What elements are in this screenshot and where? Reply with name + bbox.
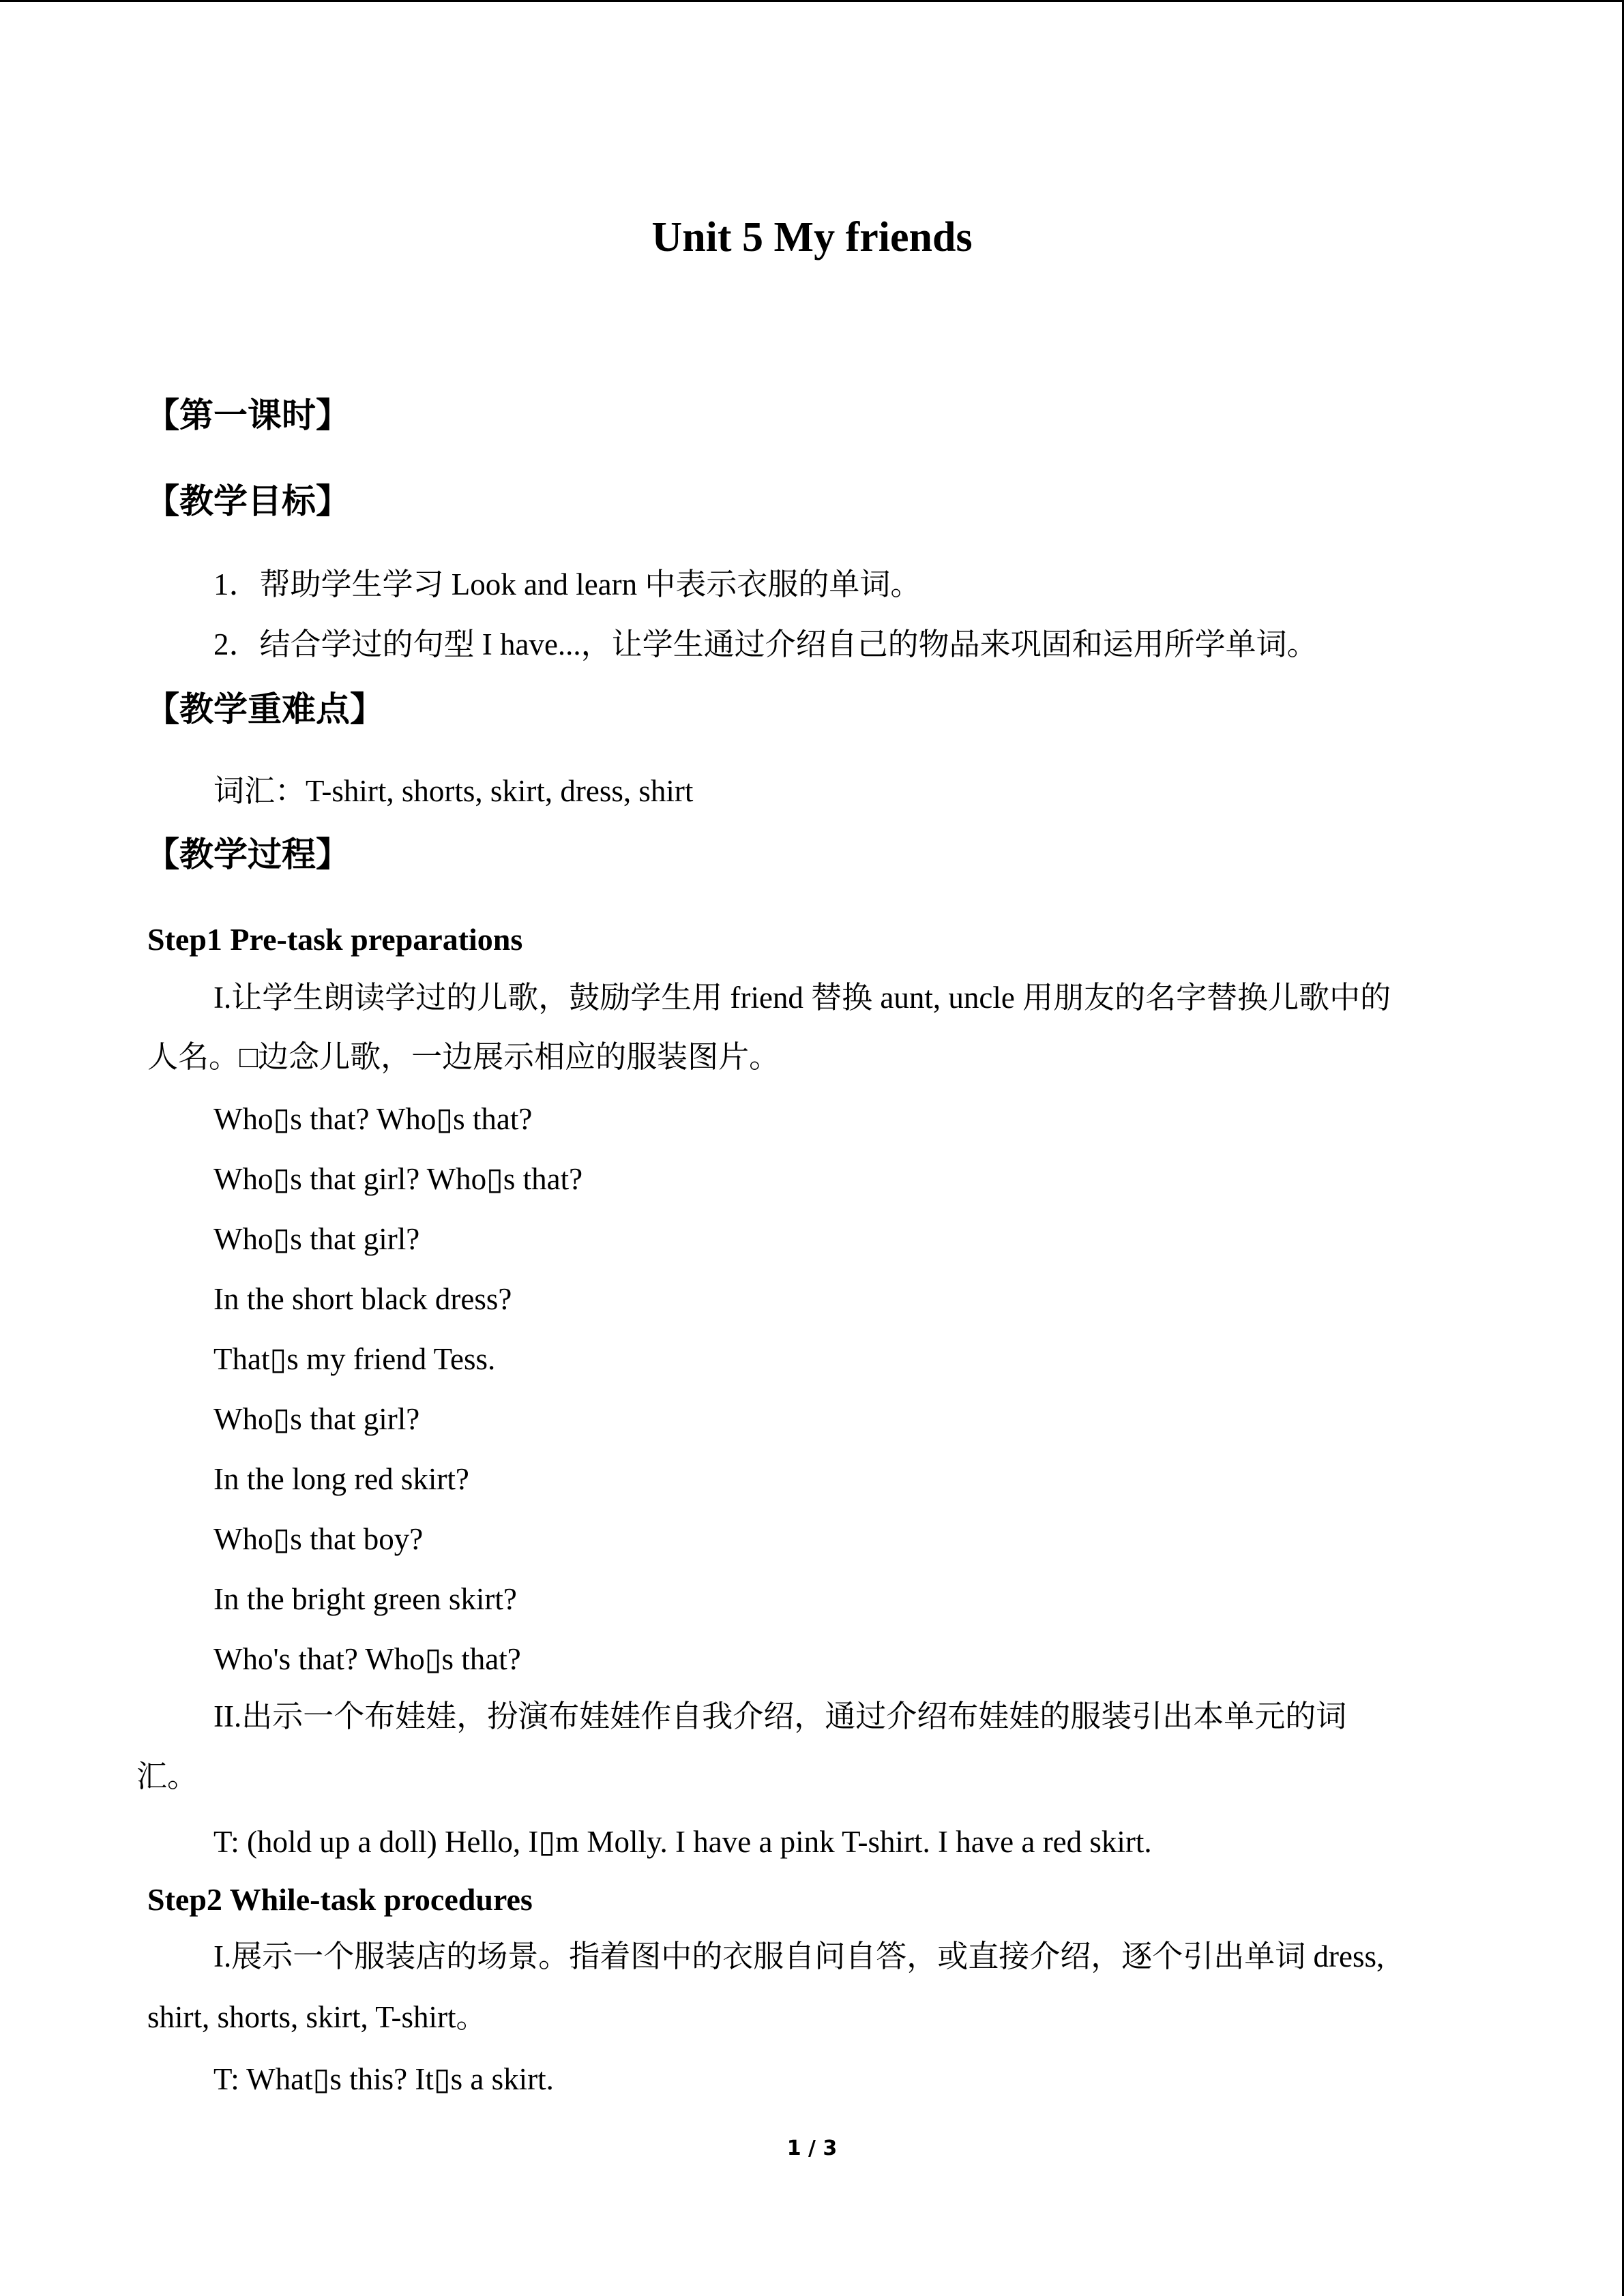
rhyme-line: Who▯s that girl? — [213, 1402, 420, 1436]
objective-item-2: 2．结合学过的句型 I have...，让学生通过介绍自己的物品来巩固和运用所学单词。 — [213, 627, 1318, 661]
step1-dialogue: T: (hold up a doll) Hello, I▯m Molly. I have a pink T-shirt. I have a red skirt. — [213, 1825, 1152, 1859]
rhyme-line: Who's that? Who▯s that? — [213, 1642, 521, 1676]
rhyme-line: Who▯s that boy? — [213, 1522, 424, 1556]
step2-title: Step2 While-task procedures — [147, 1882, 533, 1917]
step1-paragraph1-line1: I.让学生朗读学过的儿歌，鼓励学生用 friend 替换 aunt, uncle 用朋友的名字替换儿歌中的 — [213, 981, 1391, 1015]
step2-dialogue: T: What▯s this? It▯s a skirt. — [213, 2062, 554, 2096]
heading-keypoints: 【教学重难点】 — [145, 689, 384, 729]
step1-title: Step1 Pre-task preparations — [147, 922, 523, 957]
objective-item-1: 1．帮助学生学习 Look and learn 中表示衣服的单词。 — [213, 567, 921, 601]
rhyme-line: Who▯s that girl? — [213, 1222, 420, 1256]
heading-process: 【教学过程】 — [145, 835, 350, 874]
page-number: 1 / 3 — [786, 2136, 838, 2160]
rhyme-line: Who▯s that? Who▯s that? — [213, 1102, 533, 1136]
rhyme-line: In the bright green skirt? — [213, 1582, 517, 1616]
document-title: Unit 5 My friends — [651, 214, 973, 260]
heading-lesson: 【第一课时】 — [145, 396, 350, 435]
step1-paragraph2-line1: II.出示一个布娃娃，扮演布娃娃作自我介绍，通过介绍布娃娃的服装引出本单元的词 — [213, 1699, 1347, 1733]
step2-paragraph1-line1: I.展示一个服装店的场景。指着图中的衣服自问自答，或直接介绍，逐个引出单词 dress, — [213, 1939, 1385, 1973]
rhyme-line: Who▯s that girl? Who▯s that? — [213, 1162, 583, 1196]
step2-paragraph1-line2: shirt, shorts, skirt, T-shirt。 — [147, 2000, 487, 2034]
rhyme-line: In the long red skirt? — [213, 1462, 469, 1496]
step1-paragraph2-line2: 汇。 — [136, 1759, 198, 1793]
rhyme-line: In the short black dress? — [213, 1282, 512, 1316]
rhyme-line: That▯s my friend Tess. — [213, 1342, 496, 1376]
step1-paragraph1-line2: 人名。□边念儿歌，一边展示相应的服装图片。 — [147, 1040, 780, 1074]
vocabulary-line: 词汇：T-shirt, shorts, skirt, dress, shirt — [213, 774, 694, 808]
heading-objectives: 【教学目标】 — [145, 481, 350, 521]
